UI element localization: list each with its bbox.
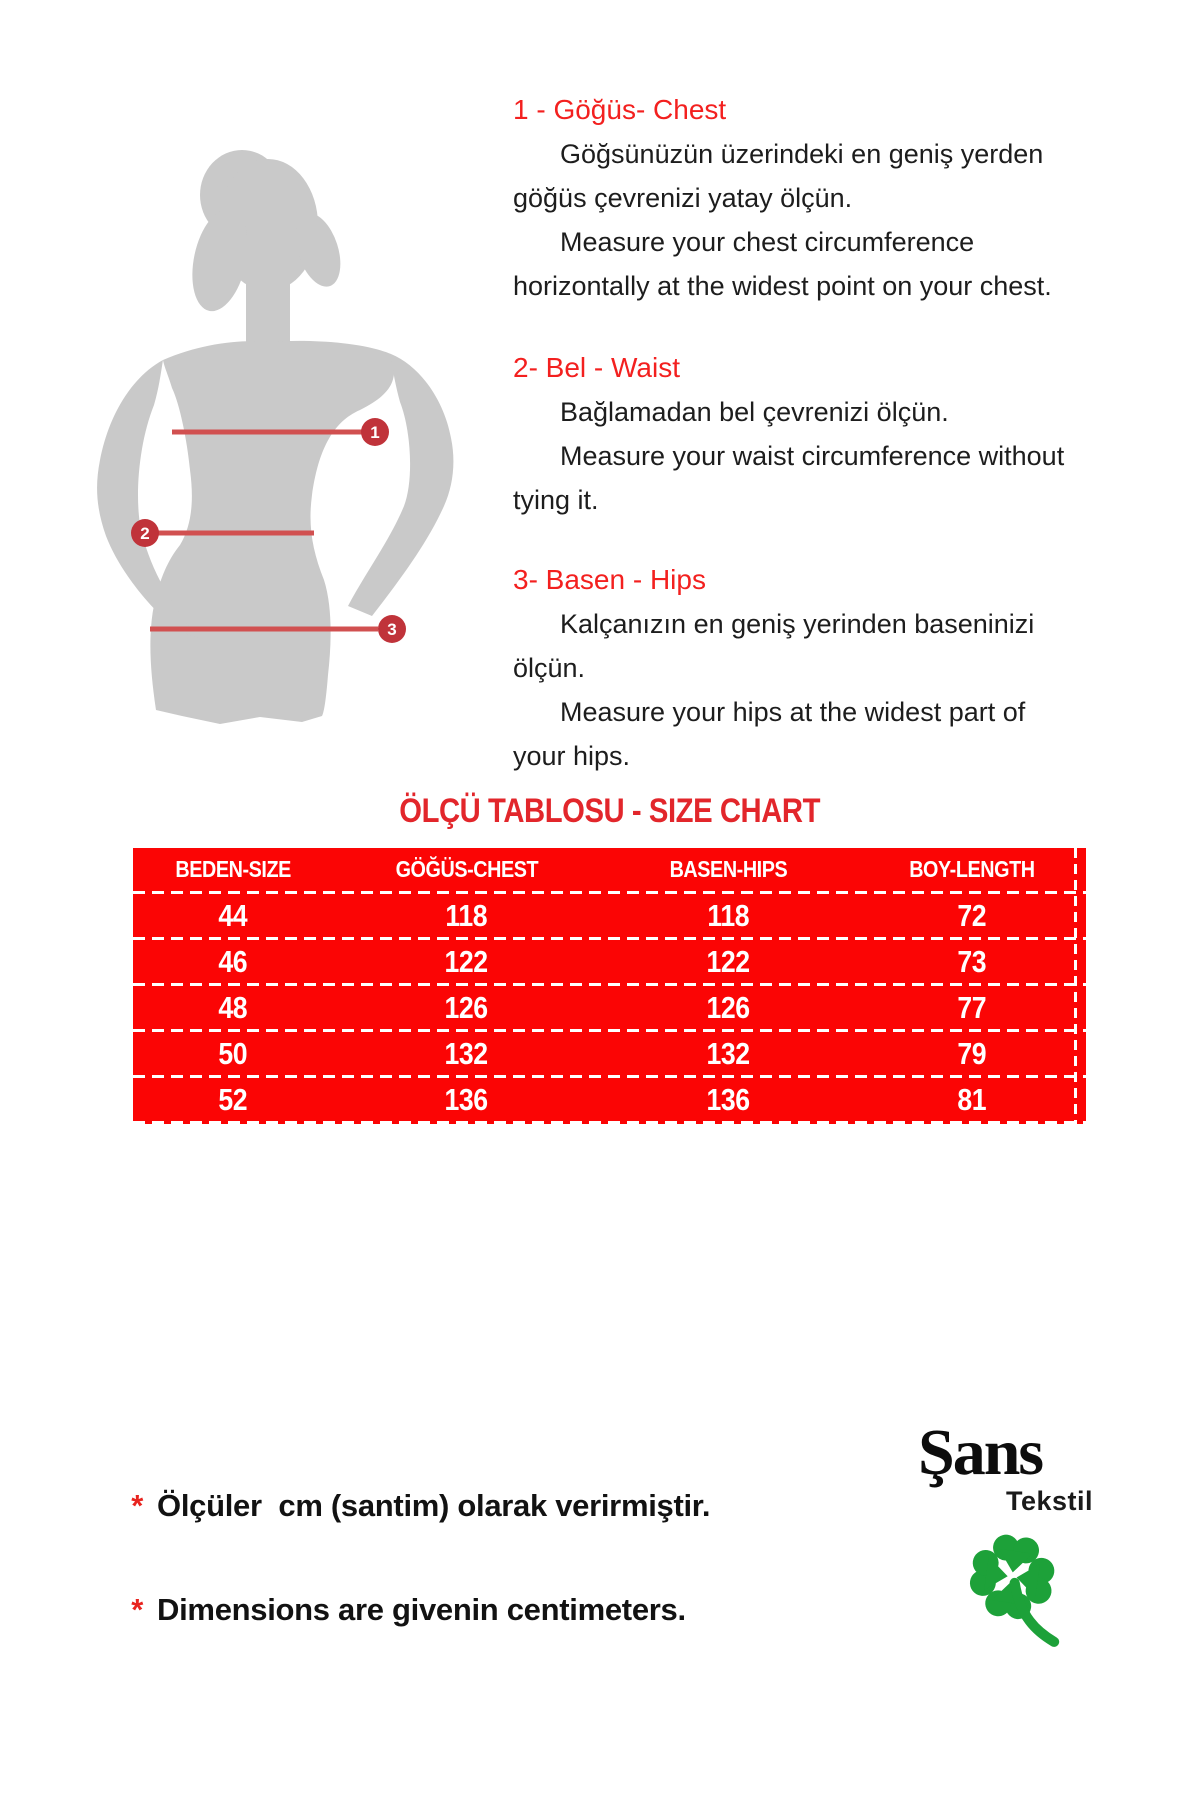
cell-size: 52 <box>218 1081 248 1117</box>
section-chest-line: göğüs çevrenizi yatay ölçün. <box>513 183 853 213</box>
cell-chest: 132 <box>444 1035 489 1071</box>
section-hips-line: Measure your hips at the widest part of <box>560 697 1026 727</box>
section-chest-line: horizontally at the widest point on your chest. <box>513 271 1052 301</box>
row-divider <box>133 1121 1086 1124</box>
section-chest <box>513 88 1073 308</box>
note-cm-turkish <box>98 1452 710 1560</box>
chest-marker-number: 1 <box>370 423 380 442</box>
cell-chest: 136 <box>444 1081 489 1117</box>
size-chart-title <box>133 793 1086 829</box>
table-right-dashed-border <box>1074 848 1077 1124</box>
cell-hips: 118 <box>707 897 750 933</box>
cell-chest: 118 <box>445 897 488 933</box>
section-chest-line: Measure your chest circumference <box>560 227 975 257</box>
hips-marker-number: 3 <box>387 620 397 639</box>
cell-length: 77 <box>957 989 986 1025</box>
cell-chest: 122 <box>444 943 489 979</box>
cell-length: 81 <box>957 1081 986 1117</box>
header-basen-hips: BASEN-HIPS <box>669 856 788 882</box>
cell-size: 50 <box>218 1035 248 1071</box>
asterisk-marker: * <box>131 1488 144 1523</box>
section-hips-line: Kalçanızın en geniş yerinden baseninizi <box>560 609 1035 639</box>
section-waist-heading: 2- Bel - Waist <box>513 352 680 383</box>
cell-size: 48 <box>218 989 248 1025</box>
table-row <box>133 1078 1086 1121</box>
brand-name: Şans <box>918 1416 1043 1489</box>
section-chest-line: Göğsünüzün üzerindeki en geniş yerden <box>560 139 1044 169</box>
section-hips-line: ölçün. <box>513 653 586 683</box>
note-cm-english <box>98 1556 686 1664</box>
cell-hips: 132 <box>707 1035 751 1071</box>
table-row <box>133 986 1086 1029</box>
section-waist <box>513 346 1073 522</box>
clover-icon <box>948 1515 1083 1650</box>
cell-chest: 126 <box>444 989 489 1025</box>
section-chest-heading: 1 - Göğüs- Chest <box>513 94 727 125</box>
note-text: Dimensions are givenin centimeters. <box>157 1592 686 1627</box>
header-beden-size: BEDEN-SIZE <box>175 856 291 882</box>
table-row <box>133 894 1086 937</box>
header-gogus-chest: GÖĞÜS-CHEST <box>395 856 538 882</box>
size-chart-table <box>133 848 1086 1124</box>
cell-length: 73 <box>957 943 986 979</box>
section-waist-line: Measure your waist circumference without <box>560 441 1065 471</box>
section-waist-line: tying it. <box>513 485 599 515</box>
section-hips-heading: 3- Basen - Hips <box>513 564 706 595</box>
cell-hips: 126 <box>707 989 751 1025</box>
cell-length: 79 <box>957 1035 986 1071</box>
table-row <box>133 940 1086 983</box>
cell-hips: 122 <box>707 943 751 979</box>
section-hips <box>513 558 1073 778</box>
header-boy-length: BOY-LENGTH <box>908 856 1035 882</box>
waist-marker-number: 2 <box>140 524 150 543</box>
cell-hips: 136 <box>707 1081 751 1117</box>
asterisk-marker: * <box>131 1592 144 1627</box>
size-chart-title-text: ÖLÇÜ TABLOSU - SIZE CHART <box>399 792 820 830</box>
cell-size: 44 <box>218 897 248 933</box>
table-row <box>133 1032 1086 1075</box>
cell-size: 46 <box>218 943 248 979</box>
cell-length: 72 <box>957 897 986 933</box>
section-waist-line: Bağlamadan bel çevrenizi ölçün. <box>560 397 949 427</box>
table-header-row <box>133 848 1086 891</box>
measurement-figure <box>60 100 480 760</box>
brand-subtitle: Tekstil <box>1006 1486 1094 1516</box>
section-hips-line: your hips. <box>513 741 631 771</box>
note-text: Ölçüler cm (santim) olarak verirmiştir. <box>157 1488 711 1523</box>
